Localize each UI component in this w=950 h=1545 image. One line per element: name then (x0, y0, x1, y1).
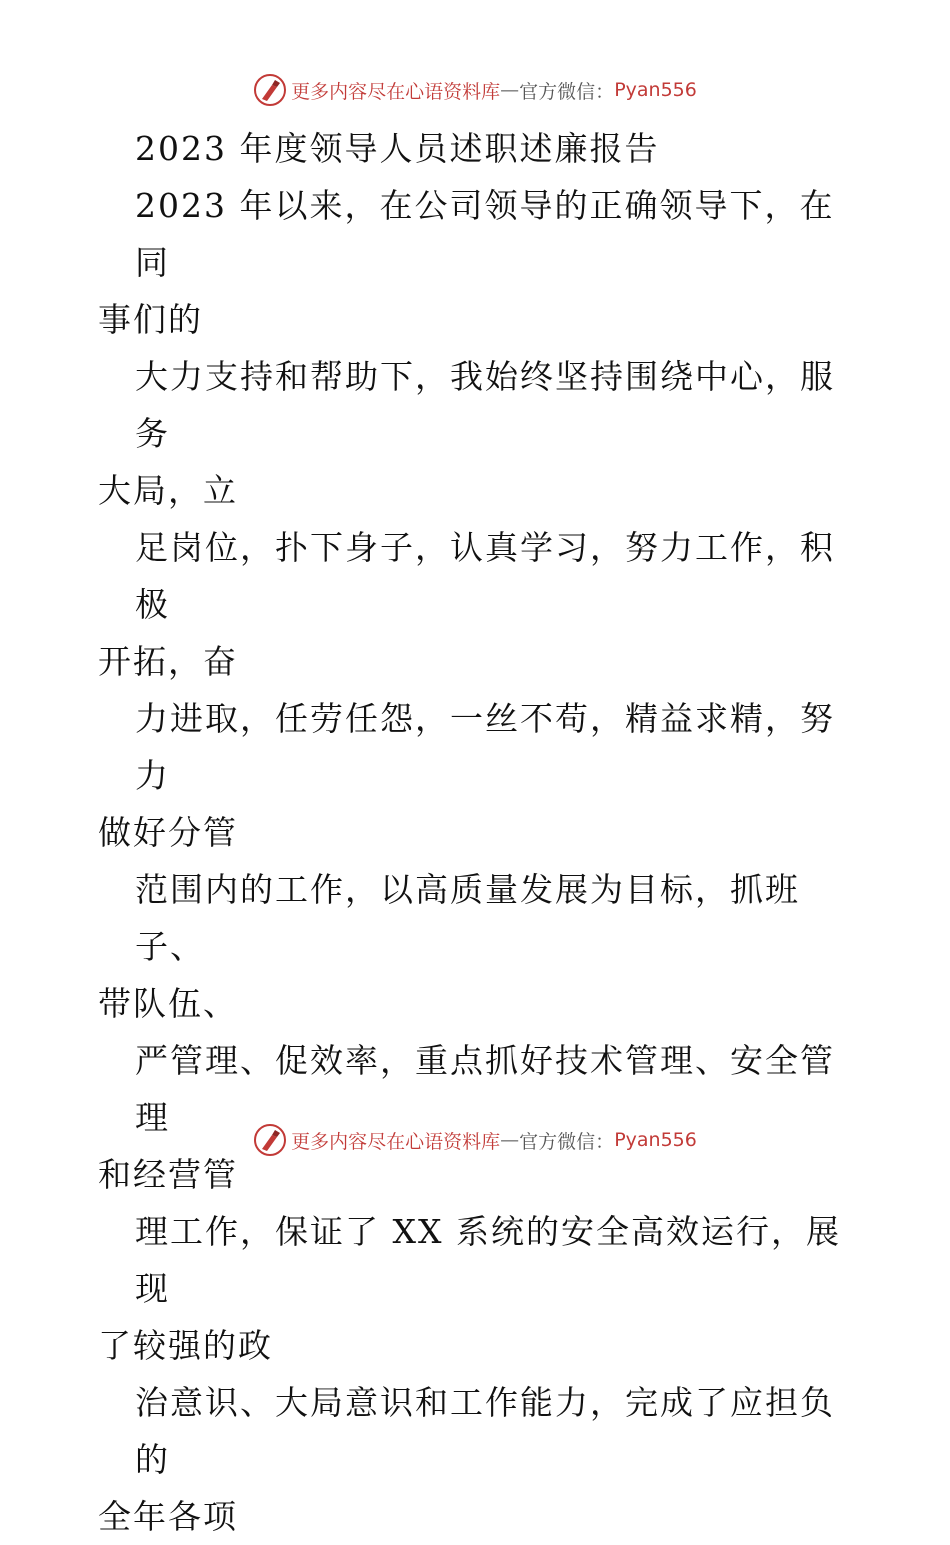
paragraph-line: 足岗位，扑下身子，认真学习，努力工作，积极 (135, 528, 835, 624)
paragraph-line: 范围内的工作，以高质量发展为目标，抓班子、 (135, 870, 800, 966)
banner-separator: — (500, 79, 520, 101)
pen-nib-logo-icon (253, 73, 287, 107)
paragraph-line: 事们的 (98, 300, 203, 339)
paragraph-line: 和经营管 (98, 1155, 238, 1194)
banner-wechat-id: Pyan556 (614, 1129, 697, 1151)
paragraph-line: 了较强的政 (98, 1326, 273, 1365)
paragraph-line: 力进取，任劳任怨，一丝不苟，精益求精，努力 (135, 699, 835, 795)
footer-watermark-banner (0, 1120, 950, 1160)
banner-separator: — (500, 1129, 520, 1151)
banner-brand-text: 更多内容尽在心语资料库 (291, 80, 501, 103)
pen-nib-logo-icon (253, 1123, 287, 1157)
paragraph-line: 2023 年以来，在公司领导的正确领导下，在同 (135, 186, 835, 282)
paragraph-line: 做好分管 (98, 813, 238, 852)
banner-wechat-id: Pyan556 (614, 79, 697, 101)
paragraph-line: 治意识、大局意识和工作能力，完成了应担负的 (135, 1383, 835, 1479)
paragraph-line: 理工作，保证了 XX 系统的安全高效运行，展现 (135, 1212, 841, 1308)
document-body (98, 120, 858, 1545)
document-title: 2023 年度领导人员述职述廉报告 (135, 129, 660, 168)
paragraph-line: 开拓，奋 (98, 642, 238, 681)
paragraph-line: 大力支持和帮助下，我始终坚持围绕中心，服务 (135, 357, 835, 453)
banner-wechat-label: 官方微信： (519, 80, 615, 103)
paragraph-line: 全年各项 (98, 1497, 238, 1536)
banner-brand-text: 更多内容尽在心语资料库 (291, 1130, 501, 1153)
paragraph-line: 严管理、促效率，重点抓好技术管理、安全管理 (135, 1041, 835, 1137)
banner-wechat-label: 官方微信： (519, 1130, 615, 1153)
header-watermark-banner (0, 70, 950, 110)
paragraph-line: 大局，立 (98, 471, 238, 510)
paragraph-line: 带队伍、 (98, 984, 238, 1023)
